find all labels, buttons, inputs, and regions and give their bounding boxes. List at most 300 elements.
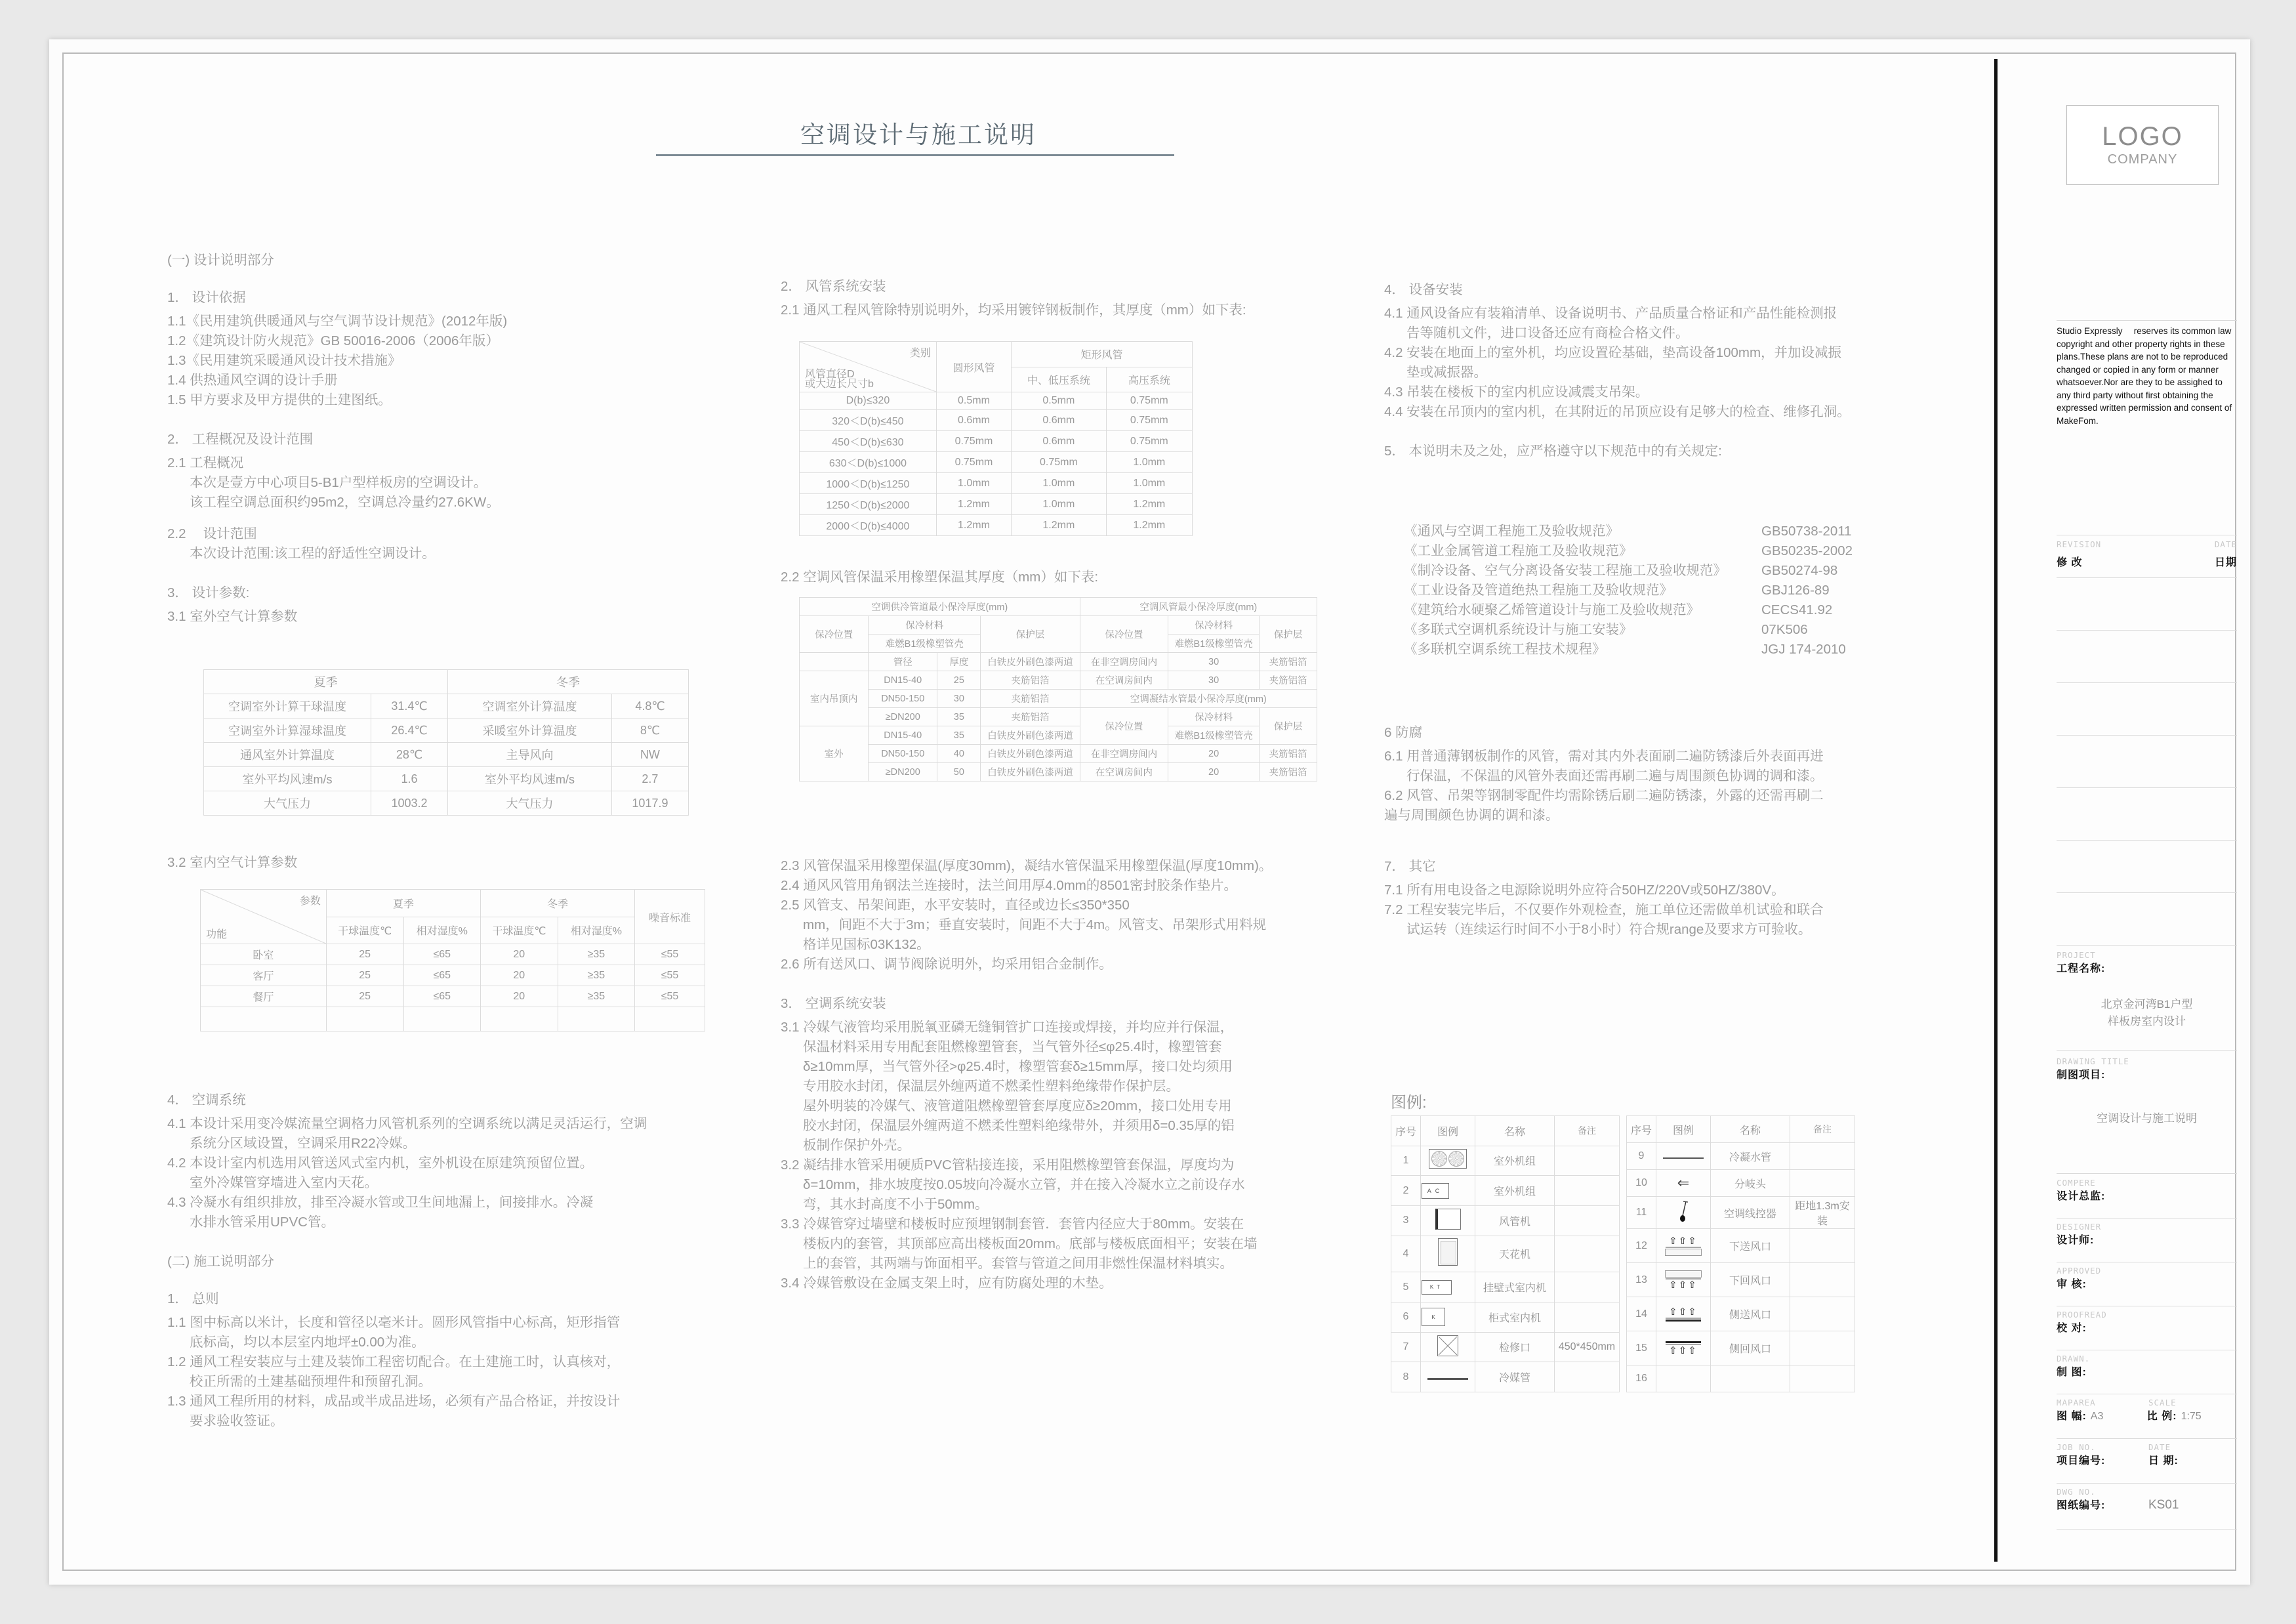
duct-21-title: 2.1 通风工程风管除特别说明外，均采用镀锌钢板制作，其厚度（mm）如下表: — [781, 302, 1246, 318]
legend-header-no: 序号 — [1391, 1116, 1421, 1146]
branch-joint-icon: ⇐ — [1656, 1170, 1711, 1197]
legend-remark — [1555, 1302, 1620, 1332]
standard-code: GB50738-2011 — [1761, 524, 1852, 539]
scale-label-cn: 比 例: — [2146, 1411, 2177, 1422]
cell: 31.4℃ — [371, 694, 447, 718]
s32-title-wrap — [167, 853, 297, 873]
cell: 白铁皮外刷色漆两道 — [981, 726, 1080, 745]
s6-item: 6.1 用普通薄钢板制作的风管，需对其内外表面刷二遍防锈漆后外表面再进 — [1384, 749, 1824, 764]
s1-item: 1.5 甲方要求及甲方提供的土建图纸。 — [167, 392, 392, 407]
cell: 高压系统 — [1106, 367, 1192, 392]
cell: 20 — [480, 986, 558, 1007]
s3-item: 3.2 凝结排水管采用硬质PVC管粘接连接，采用阻燃橡塑管套保温，厚度均为 — [781, 1157, 1235, 1173]
legend-no: 13 — [1627, 1263, 1656, 1297]
table-row — [800, 431, 1193, 452]
standard-row — [1404, 600, 1948, 620]
column-3-text — [1384, 272, 1975, 465]
cell: DN50-150 — [869, 745, 937, 763]
legend-name: 室外机组 — [1475, 1146, 1555, 1176]
copyright-notice: Studio Expressly reserves its common law copyright and other property rights in these plans.These plans are not to be reproduced changed or copied in any form or manner whatsoever.Nor are they to be assighed to any third party without first obtaining the expressed written permission and consent of MakeFom. — [2057, 326, 2232, 426]
titleblock-rule — [2057, 735, 2237, 736]
cell: 1.0mm — [1106, 473, 1192, 494]
s4-item: 水排水管采用UPVC管。 — [190, 1215, 335, 1230]
s2-item: 2.4 通风风管用角钢法兰连接时，法兰间用厚4.0mm的8501密封胶条作垫片。 — [781, 878, 1237, 893]
cell: 0.75mm — [1106, 431, 1192, 452]
cell: 0.75mm — [936, 431, 1011, 452]
designer-label-en: DESIGNER — [2057, 1222, 2102, 1232]
h-mat-right: 保冷材料 — [1168, 616, 1260, 635]
cell: ≥35 — [558, 944, 634, 965]
cell: 通风室外计算温度 — [204, 743, 371, 767]
legend-no: 11 — [1627, 1197, 1656, 1229]
cell: 大气压力 — [204, 791, 371, 816]
cell: 1000＜D(b)≤1250 — [800, 473, 937, 494]
h-pos-right: 保冷位置 — [1080, 616, 1168, 653]
titleblock-rule — [2057, 1050, 2237, 1051]
legend-remark — [1790, 1143, 1855, 1170]
table-row — [800, 763, 1317, 781]
cell: 2.7 — [611, 767, 688, 791]
legend-name: 侧回风口 — [1711, 1331, 1790, 1365]
outdoor-unit-box-icon: AC — [1421, 1176, 1475, 1206]
standard-row — [1404, 541, 1948, 561]
project-label-en: PROJECT — [2057, 950, 2096, 960]
refrigerant-pipe-icon — [1421, 1362, 1475, 1392]
table-row — [201, 944, 705, 965]
s2-item: 2.3 风管保温采用橡塑保温(厚度30mm)，凝结水管保温采用橡塑保温(厚度10mm)。 — [781, 858, 1273, 873]
maparea-label-en: MAPAREA — [2057, 1398, 2096, 1407]
table-row — [800, 653, 1317, 671]
legend-row — [1391, 1236, 1620, 1272]
table-header-row — [800, 616, 1317, 635]
s2-item: mm，间距不大于3m；垂直安装时，间距不大于4m。风管支、吊架形式用料规 — [803, 917, 1267, 932]
cell: 室外 — [800, 726, 869, 781]
cell: 客厅 — [201, 965, 327, 986]
titleblock-rule — [2057, 945, 2237, 946]
cell — [201, 1007, 327, 1031]
s4-item: 4.1 通风设备应有装箱清单、设备说明书、产品质量合格证和产品性能检测报 — [1384, 306, 1837, 321]
s7-item: 试运转（连续运行时间不小于8小时）符合规range及要求方可验收。 — [1406, 922, 1812, 937]
project-value-line2: 样板房室内设计 — [2108, 1015, 2186, 1028]
table-row — [800, 690, 1317, 708]
cell: 25 — [326, 965, 403, 986]
cell: 在空调房间内 — [1080, 671, 1168, 690]
legend-remark: 距地1.3m安装 — [1790, 1197, 1855, 1229]
legend-row — [1391, 1146, 1620, 1176]
compere-label-en: COMPERE — [2057, 1178, 2096, 1188]
c1-item: 校正所需的土建基础预埋件和预留孔洞。 — [190, 1374, 432, 1389]
table-row — [800, 745, 1317, 763]
cell: 25 — [937, 671, 981, 690]
col-round-duct: 圆形风管 — [936, 342, 1011, 392]
cell: 室内吊顶内 — [800, 671, 869, 726]
cell — [326, 1007, 403, 1031]
legend-no: 3 — [1391, 1205, 1421, 1236]
cell: 26.4℃ — [371, 718, 447, 743]
titleblock-rule — [2057, 630, 2237, 631]
header-winter: 冬季 — [448, 670, 689, 694]
h-prot-right: 保护层 — [1260, 616, 1317, 653]
section-3-title: 3． 设计参数: — [167, 585, 250, 600]
table-row — [800, 392, 1193, 410]
construction-part-heading: (二) 施工说明部分 — [167, 1254, 274, 1269]
cell: 1017.9 — [611, 791, 688, 816]
compere-field — [2057, 1178, 2237, 1203]
compere-label-cn: 设计总监: — [2057, 1191, 2106, 1202]
s4-item: 垫或减振器。 — [1406, 365, 1487, 380]
legend-no: 2 — [1391, 1176, 1421, 1206]
h-mat-left: 保冷材料 — [869, 616, 981, 635]
cell: D(b)≤320 — [800, 392, 937, 410]
design-part-heading: (一) 设计说明部分 — [167, 253, 274, 268]
cell: DN15-40 — [869, 726, 937, 745]
s3-item: 3.4 冷媒管敷设在金属支架上时，应有防腐处理的木垫。 — [781, 1276, 1113, 1291]
s3-item: 3.3 冷媒管穿过墙壁和楼板时应预埋钢制套管．套管内径应大于80mm。安装在 — [781, 1217, 1244, 1232]
cell: 空调室外计算温度 — [448, 694, 612, 718]
jobdate-label-cn: 日 期: — [2148, 1455, 2179, 1467]
cell: 0.6mm — [1012, 410, 1107, 431]
standard-code: 07K506 — [1761, 622, 1808, 637]
table-row — [800, 726, 1317, 745]
date-label-en: DATE — [2214, 539, 2237, 549]
cell: 夹筋铝箔 — [1260, 763, 1317, 781]
maparea-scale-field — [2057, 1398, 2237, 1423]
cell: 餐厅 — [201, 986, 327, 1007]
designer-label-cn: 设计师: — [2057, 1235, 2095, 1246]
h-thk: 厚度 — [937, 653, 981, 671]
c1-title: 1． 总则 — [167, 1291, 219, 1306]
scale-label-en: SCALE — [2148, 1398, 2177, 1407]
legend-header-name: 名称 — [1475, 1116, 1555, 1146]
drawing-title-field — [2057, 1056, 2237, 1127]
revision-label-en: REVISION — [2057, 539, 2102, 549]
legend-row — [1391, 1176, 1620, 1206]
group-summer: 夏季 — [326, 890, 480, 917]
standard-row — [1404, 640, 1948, 659]
titleblock-rule — [2057, 892, 2237, 893]
cell: 28℃ — [371, 743, 447, 767]
date-label-cn: 日期 — [2214, 557, 2237, 568]
legend-no: 15 — [1627, 1331, 1656, 1365]
duct-thickness-table — [799, 341, 1193, 536]
cell: 0.6mm — [936, 410, 1011, 431]
h-pos-left: 保冷位置 — [800, 616, 869, 653]
cell: ≤55 — [635, 944, 705, 965]
cell: 夹筋铝箔 — [981, 671, 1080, 690]
cell — [558, 1007, 634, 1031]
column-1-text-lower — [167, 1083, 745, 1431]
table-header-row — [204, 670, 689, 694]
table-row — [800, 452, 1193, 473]
table-row — [800, 494, 1193, 515]
cell: ≤65 — [403, 944, 480, 965]
revision-label-cn: 修 改 — [2057, 557, 2083, 568]
titleblock-divider — [1994, 59, 1998, 1562]
s3-item: 屋外明装的冷媒气、液管道阻燃橡塑管套厚度应δ≥20mm，接口处用专用 — [803, 1098, 1232, 1114]
cell: 0.75mm — [1012, 452, 1107, 473]
maparea-label-cn: 图 幅: — [2057, 1411, 2087, 1422]
legend-remark — [1555, 1272, 1620, 1302]
h-mat-sub-mid: 难燃B1级橡塑管壳 — [1168, 726, 1260, 745]
cell: 主导风向 — [448, 743, 612, 767]
designer-field — [2057, 1222, 2237, 1247]
header-summer: 夏季 — [204, 670, 448, 694]
legend-name: 风管机 — [1475, 1205, 1555, 1236]
cell: 夹筋铝箔 — [981, 690, 1080, 708]
cell: 0.75mm — [1106, 392, 1192, 410]
cabinet-unit-icon: K — [1421, 1302, 1475, 1332]
s4-item: 4.2 本设计室内机选用风管送风式室内机，室外机设在原建筑预留位置。 — [167, 1156, 594, 1171]
standard-code: GB50235-2002 — [1761, 543, 1853, 558]
group-noise: 噪音标准 — [635, 890, 705, 944]
cell: 40 — [937, 745, 981, 763]
legend-header-remark: 备注 — [1790, 1116, 1855, 1143]
cell: 50 — [937, 763, 981, 781]
s3-item: 板制作保护外壳。 — [803, 1138, 911, 1153]
h-prot-mid: 保护层 — [1260, 708, 1317, 745]
cell: 白铁皮外刷色漆两道 — [981, 763, 1080, 781]
cell: 1.0mm — [1012, 494, 1107, 515]
legend-no: 5 — [1391, 1272, 1421, 1302]
scale-value: 1:75 — [2181, 1411, 2202, 1422]
cell: 采暖室外计算温度 — [448, 718, 612, 743]
cell: 8℃ — [611, 718, 688, 743]
approved-field — [2057, 1266, 2237, 1291]
wired-controller-icon — [1656, 1197, 1711, 1229]
legend-row — [1391, 1362, 1620, 1392]
c1-item: 1.2 通风工程安装应与土建及装饰工程密切配合。在土建施工时，认真核对， — [167, 1354, 621, 1369]
s22-title: 2.2 设计范围 — [167, 526, 257, 541]
cell: 1.0mm — [1012, 473, 1107, 494]
cell: 相对湿度% — [403, 917, 480, 944]
legend-name: 冷媒管 — [1475, 1362, 1555, 1392]
s3-item: 3.1 冷媒气液管均采用脱氧亚磷无缝铜管扩口连接或焊接，并均应并行保温， — [781, 1020, 1234, 1035]
table-header-row — [800, 342, 1193, 367]
cell: 在非空调房间内 — [1080, 653, 1168, 671]
cell: 干球温度℃ — [326, 917, 403, 944]
titleblock-rule — [2057, 1529, 2237, 1530]
cell: 1.2mm — [1106, 494, 1192, 515]
cell: ≥35 — [558, 986, 634, 1007]
access-panel-icon — [1421, 1332, 1475, 1362]
left-title: 空调供冷管道最小保冷厚度(mm) — [800, 598, 1080, 616]
cell: 1.2mm — [1012, 515, 1107, 536]
s1-item: 1.1《民用建筑供暖通风与空气调节设计规范》(2012年版) — [167, 314, 508, 329]
legend-no: 12 — [1627, 1229, 1656, 1263]
group-winter: 冬季 — [480, 890, 634, 917]
s3-item: 胶水封闭，保温层外缠两道不燃柔性塑料绝缘带外，并须用δ=0.35厚的铝 — [803, 1118, 1235, 1133]
cell: 25 — [326, 944, 403, 965]
legend-header-no: 序号 — [1627, 1116, 1656, 1143]
cell: 空调室外计算湿球温度 — [204, 718, 371, 743]
legend-name: 柜式室内机 — [1475, 1302, 1555, 1332]
dwgno-label-en: DWG NO. — [2057, 1487, 2096, 1497]
table-header-row — [800, 598, 1317, 616]
titleblock-rule — [2057, 682, 2237, 683]
s6-item: 6.2 风管、吊架等钢制零配件均需除锈后刷二遍防锈漆，外露的还需再刷二 — [1384, 788, 1824, 803]
outdoor-air-parameters-table — [203, 669, 689, 816]
equipment-title: 4． 设备安装 — [1384, 282, 1463, 297]
cell: 1.0mm — [1106, 452, 1192, 473]
s1-item: 1.3《民用建筑采暖通风设计技术措施》 — [167, 353, 401, 368]
h-mat-sub-right: 难燃B1级橡塑管壳 — [1168, 635, 1260, 653]
legend-header-row — [1627, 1116, 1855, 1143]
table-row — [204, 718, 689, 743]
cell: ≥DN200 — [869, 708, 937, 726]
cell: 空调室外计算干球温度 — [204, 694, 371, 718]
s22-line: 本次设计范围:该工程的舒适性空调设计。 — [190, 546, 436, 561]
cell: 夹筋铝箔 — [1260, 653, 1317, 671]
titleblock-rule — [2057, 1173, 2237, 1174]
legend-remark — [1790, 1365, 1855, 1392]
legend-name — [1711, 1365, 1790, 1392]
cell — [635, 1007, 705, 1031]
outdoor-unit-fans-icon — [1421, 1146, 1475, 1176]
corner-param-label: 参数 — [299, 896, 321, 907]
cell: ≥DN200 — [869, 763, 937, 781]
standard-row — [1404, 581, 1948, 600]
legend-table-right — [1626, 1115, 1855, 1392]
c1-item: 要求验收签证。 — [190, 1413, 284, 1428]
legend-row — [1391, 1302, 1620, 1332]
s21-title: 2.1 工程概况 — [167, 455, 244, 470]
legend-no: 7 — [1391, 1332, 1421, 1362]
cell: 夹筋铝箔 — [981, 708, 1080, 726]
logo-text-secondary: COMPANY — [2107, 152, 2178, 167]
jobno-date-field — [2057, 1442, 2237, 1467]
cell: ≥35 — [558, 965, 634, 986]
project-value-line1: 北京金河湾B1户型 — [2101, 998, 2193, 1010]
title-underline — [656, 154, 1174, 156]
ceiling-cassette-icon — [1421, 1236, 1475, 1272]
jobno-label-en: JOB NO. — [2057, 1442, 2096, 1452]
legend-name: 空调线控器 — [1711, 1197, 1790, 1229]
corner-category-label: 类别 — [909, 348, 931, 359]
titleblock-rule — [2057, 320, 2237, 321]
legend-name: 冷凝水管 — [1711, 1143, 1790, 1170]
standards-list — [1404, 522, 1948, 659]
revision-header — [2057, 539, 2237, 549]
cell: ≤65 — [403, 965, 480, 986]
standard-row — [1404, 522, 1948, 541]
duct-22-title: 2.2 空调风管保温采用橡塑保温其厚度（mm）如下表: — [781, 570, 1099, 585]
standard-code: GBJ126-89 — [1761, 583, 1830, 598]
legend-tables — [1391, 1115, 1855, 1392]
legend-remark — [1555, 1176, 1620, 1206]
legend-remark — [1555, 1205, 1620, 1236]
cell: 0.5mm — [1012, 392, 1107, 410]
project-label-cn: 工程名称: — [2057, 963, 2106, 974]
s32-title: 3.2 室内空气计算参数 — [167, 855, 298, 870]
corner-cell — [201, 890, 327, 944]
table-row — [800, 473, 1193, 494]
cell: 室外平均风速m/s — [448, 767, 612, 791]
h-dia: 管径 — [869, 653, 937, 671]
legend-row — [1627, 1263, 1855, 1297]
table-row — [204, 694, 689, 718]
table-row — [204, 767, 689, 791]
section-4-title: 4． 空调系统 — [167, 1093, 246, 1108]
standard-row — [1404, 561, 1948, 581]
legend-remark — [1790, 1170, 1855, 1197]
cell: 20 — [480, 965, 558, 986]
s3-item: 专用胶水封闭，保温层外缠两道不燃柔性塑料绝缘带作保护层。 — [803, 1079, 1179, 1094]
cell: 夹筋铝箔 — [1260, 671, 1317, 690]
c1-item: 1.3 通风工程所用的材料，成品或半成品进场，必须有产品合格证，并按设计 — [167, 1394, 621, 1409]
side-return-grille-icon: ⇧⇧⇧ — [1656, 1331, 1711, 1365]
legend-row — [1627, 1331, 1855, 1365]
legend-row — [1391, 1272, 1620, 1302]
s21-line: 本次是壹方中心项目5-B1户型样板房的空调设计。 — [190, 475, 487, 490]
legend-row — [1627, 1297, 1855, 1331]
s4-item: 4.3 吊装在楼板下的室内机应设减震支吊架。 — [1384, 385, 1649, 400]
titleblock-rule — [2057, 840, 2237, 841]
right-title: 空调风管最小保冷厚度(mm) — [1080, 598, 1317, 616]
cell: 在空调房间内 — [1080, 763, 1168, 781]
drawn-label-cn: 制 图: — [2057, 1367, 2087, 1378]
standard-name: 《建筑给水硬聚乙烯管道设计与施工及验收规范》 — [1404, 602, 1700, 617]
legend-remark — [1790, 1229, 1855, 1263]
page-title: 空调设计与施工说明 — [800, 121, 1036, 148]
s1-item: 1.4 供热通风空调的设计手册 — [167, 373, 338, 388]
cell: 0.75mm — [1106, 410, 1192, 431]
cell: 630＜D(b)≤1000 — [800, 452, 937, 473]
legend-name: 分岐头 — [1711, 1170, 1790, 1197]
maparea-value: A3 — [2090, 1411, 2104, 1422]
mid-title: 空调凝结水管最小保冷厚度(mm) — [1080, 690, 1317, 708]
legend-row — [1627, 1170, 1855, 1197]
cell: 30 — [1168, 653, 1260, 671]
s31-title: 3.1 室外空气计算参数 — [167, 609, 298, 624]
s3-item: δ=10mm，排水坡度按0.05坡向冷凝水立管，并在接入冷凝水立之前设存水 — [803, 1177, 1245, 1192]
legend-row — [1627, 1143, 1855, 1170]
cell: 35 — [937, 726, 981, 745]
cell: 白铁皮外刷色漆两道 — [981, 745, 1080, 763]
cell: 相对湿度% — [558, 917, 634, 944]
titleblock-rule — [2057, 1483, 2237, 1484]
prot-head-left: 白铁皮外刷色漆两道 — [981, 653, 1080, 671]
cell: 320＜D(b)≤450 — [800, 410, 937, 431]
cell: 20 — [480, 944, 558, 965]
legend-no: 6 — [1391, 1302, 1421, 1332]
jobno-label-cn: 项目编号: — [2057, 1455, 2106, 1467]
h-mat-sub-left: 难燃B1级橡塑管壳 — [869, 635, 981, 653]
cell: 35 — [937, 708, 981, 726]
legend-name: 天花机 — [1475, 1236, 1555, 1272]
table-header-row — [201, 890, 705, 917]
legend-remark — [1555, 1362, 1620, 1392]
s3-item: 上的套管，其两端与饰面相平。套管与管道之间用非燃性保温材料填实。 — [803, 1256, 1233, 1271]
cell: 1.0mm — [936, 473, 1011, 494]
cell: 30 — [1168, 671, 1260, 690]
legend-remark: 450*450mm — [1555, 1332, 1620, 1362]
ac-install-title: 3． 空调系统安装 — [781, 996, 886, 1011]
corner-function-label: 功能 — [206, 929, 228, 940]
cell: 30 — [937, 690, 981, 708]
project-field — [2057, 950, 2237, 1030]
cell: 25 — [326, 986, 403, 1007]
legend-header-name: 名称 — [1711, 1116, 1790, 1143]
titleblock-rule — [2057, 787, 2237, 788]
legend-header-remark: 备注 — [1555, 1116, 1620, 1146]
empty-symbol-cell — [1656, 1365, 1711, 1392]
cell: 1250＜D(b)≤2000 — [800, 494, 937, 515]
standard-name: 《多联机空调系统工程技术规程》 — [1404, 642, 1606, 657]
standards-title: 5． 本说明未及之处，应严格遵守以下规范中的有关规定: — [1384, 444, 1722, 459]
column-2-header — [781, 269, 1358, 320]
legend-remark — [1555, 1236, 1620, 1272]
cell: 大气压力 — [448, 791, 612, 816]
